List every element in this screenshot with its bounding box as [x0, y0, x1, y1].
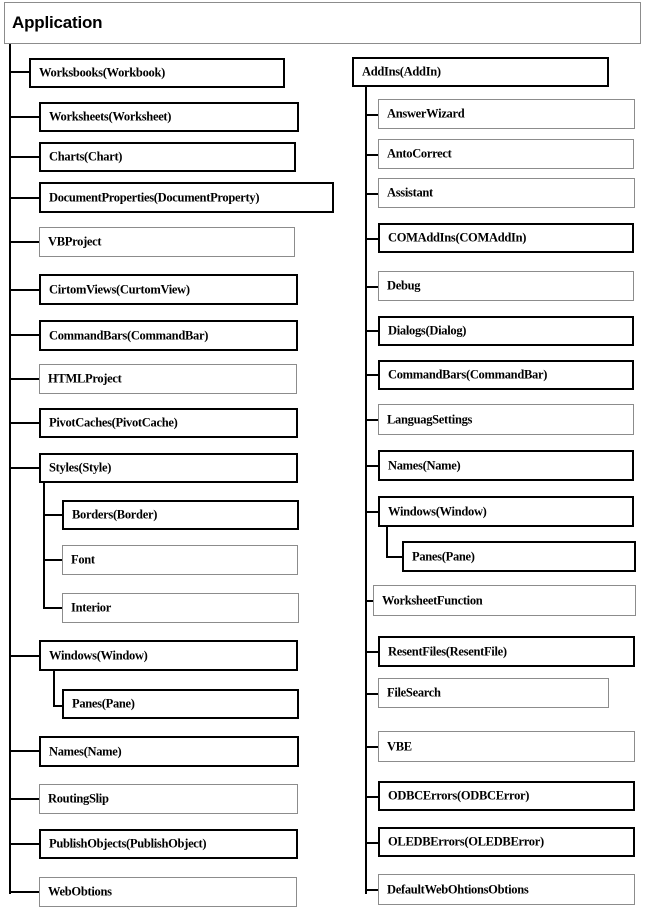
node-workbooks	[29, 58, 285, 88]
node-label: Worksheets(Worksheet)	[49, 109, 172, 124]
node-oledberrors	[378, 827, 635, 857]
node-label: LanguagSettings	[387, 412, 473, 426]
node-interior	[62, 593, 299, 623]
connector-line	[9, 241, 39, 243]
connector-line	[9, 422, 39, 424]
node-odbcerrors	[378, 781, 635, 811]
node-label: Dialogs(Dialog)	[388, 323, 467, 338]
node-borders	[62, 500, 299, 530]
node-autocorrect	[378, 139, 634, 169]
node-label: OLEDBErrors(OLEDBError)	[388, 834, 544, 849]
connector-line	[9, 750, 39, 752]
connector-line	[365, 114, 378, 116]
connector-line	[365, 511, 378, 513]
node-label: DocumentProperties(DocumentProperty)	[49, 190, 260, 204]
node-worksheetfunction	[373, 585, 636, 616]
node-commandbars-right	[378, 360, 634, 390]
node-label: VBProject	[48, 234, 102, 249]
node-label: AddIns(AddIn)	[362, 64, 441, 79]
node-label: Debug	[387, 278, 421, 293]
connector-line	[365, 286, 378, 288]
connector-line	[9, 44, 11, 894]
connector-line	[9, 197, 39, 199]
connector-line	[9, 289, 39, 291]
connector-line	[9, 798, 39, 800]
connector-line	[53, 670, 55, 707]
connector-line	[9, 843, 39, 845]
node-pivotcaches	[39, 408, 298, 438]
node-font	[62, 545, 298, 575]
connector-line	[43, 559, 62, 561]
node-panes	[62, 689, 299, 719]
node-label: Windows(Window)	[49, 648, 148, 662]
connector-line	[9, 655, 39, 657]
node-assistant	[378, 178, 635, 208]
node-label: AntoCorrect	[387, 146, 452, 161]
node-htmlproject	[39, 364, 297, 394]
node-weboptions	[39, 877, 297, 907]
node-filesearch	[378, 678, 609, 708]
connector-line	[9, 71, 29, 73]
connector-line	[365, 746, 378, 748]
node-languagesettings	[378, 404, 634, 435]
connector-line	[9, 156, 39, 158]
node-label: PivotCaches(PivotCache)	[49, 415, 178, 430]
connector-line	[365, 330, 378, 332]
node-charts	[39, 142, 296, 172]
node-answerwizard	[378, 99, 635, 129]
node-label: Assistant	[387, 185, 433, 200]
connector-line	[386, 526, 388, 558]
connector-line	[43, 514, 62, 516]
node-windows	[39, 640, 298, 671]
node-windows-right	[378, 496, 634, 527]
node-names-right	[378, 450, 634, 481]
node-label: ResentFiles(ResentFile)	[388, 644, 507, 658]
node-application	[4, 2, 641, 44]
node-commandbars	[39, 320, 298, 351]
node-document-properties	[39, 182, 334, 213]
node-label: VBE	[387, 739, 412, 753]
node-debug	[378, 271, 634, 301]
connector-line	[43, 482, 45, 609]
connector-line	[365, 651, 378, 653]
node-label: RoutingSlip	[48, 791, 109, 806]
node-label: Styles(Style)	[49, 460, 112, 475]
node-routingslip	[39, 784, 298, 814]
node-label: Interior	[71, 600, 111, 615]
connector-line	[386, 556, 402, 558]
node-label: FileSearch	[387, 685, 441, 700]
node-label: Panes(Pane)	[72, 696, 135, 711]
connector-line	[365, 374, 378, 376]
connector-line	[9, 467, 39, 469]
node-label: Application	[12, 13, 103, 32]
node-defaultweboptions	[378, 874, 635, 905]
node-label: HTMLProject	[48, 371, 122, 386]
node-label: Names(Name)	[388, 458, 461, 472]
connector-line	[365, 693, 378, 695]
connector-line	[9, 891, 39, 893]
node-custom-views	[39, 274, 298, 305]
node-vbe	[378, 731, 635, 762]
connector-line	[9, 334, 39, 336]
node-label: Panes(Pane)	[412, 549, 475, 563]
node-label: Font	[71, 552, 95, 567]
node-names	[39, 736, 299, 767]
node-label: Windows(Window)	[388, 504, 487, 518]
connector-line	[365, 238, 378, 240]
node-label: Charts(Chart)	[49, 149, 123, 164]
node-label: COMAddIns(COMAddIn)	[388, 230, 527, 245]
node-recentfiles	[378, 636, 635, 667]
node-vbproject	[39, 227, 295, 257]
node-label: CommandBars(CommandBar)	[388, 367, 548, 382]
connector-line	[9, 116, 39, 118]
connector-line	[365, 889, 378, 891]
connector-line	[53, 705, 62, 707]
node-label: Names(Name)	[49, 744, 122, 758]
connector-line	[365, 796, 378, 798]
connector-line	[365, 419, 378, 421]
node-publishobjects	[39, 829, 298, 859]
node-label: CirtomViews(CurtomView)	[49, 282, 190, 296]
node-label: ODBCErrors(ODBCError)	[388, 788, 530, 803]
node-comaddins	[378, 223, 634, 253]
node-label: WorksheetFunction	[382, 593, 483, 607]
node-styles	[39, 453, 298, 483]
node-worksheets	[39, 102, 299, 132]
connector-line	[365, 154, 378, 156]
connector-line	[43, 607, 62, 609]
node-panes-right	[402, 541, 636, 572]
connector-line	[365, 842, 378, 844]
connector-line	[365, 465, 378, 467]
connector-line	[365, 86, 367, 894]
node-label: CommandBars(CommandBar)	[49, 328, 209, 342]
node-addins	[352, 57, 609, 87]
connector-line	[365, 600, 373, 602]
node-label: Borders(Border)	[72, 507, 158, 522]
node-label: Worksbooks(Workbook)	[39, 65, 165, 80]
node-label: PublishObjects(PublishObject)	[49, 836, 207, 851]
connector-line	[365, 193, 378, 195]
connector-line	[9, 378, 39, 380]
node-label: WebObtions	[48, 884, 112, 899]
node-label: AnswerWizard	[387, 106, 465, 121]
node-label: DefaultWebOhtionsObtions	[387, 882, 529, 896]
node-dialogs	[378, 316, 634, 346]
